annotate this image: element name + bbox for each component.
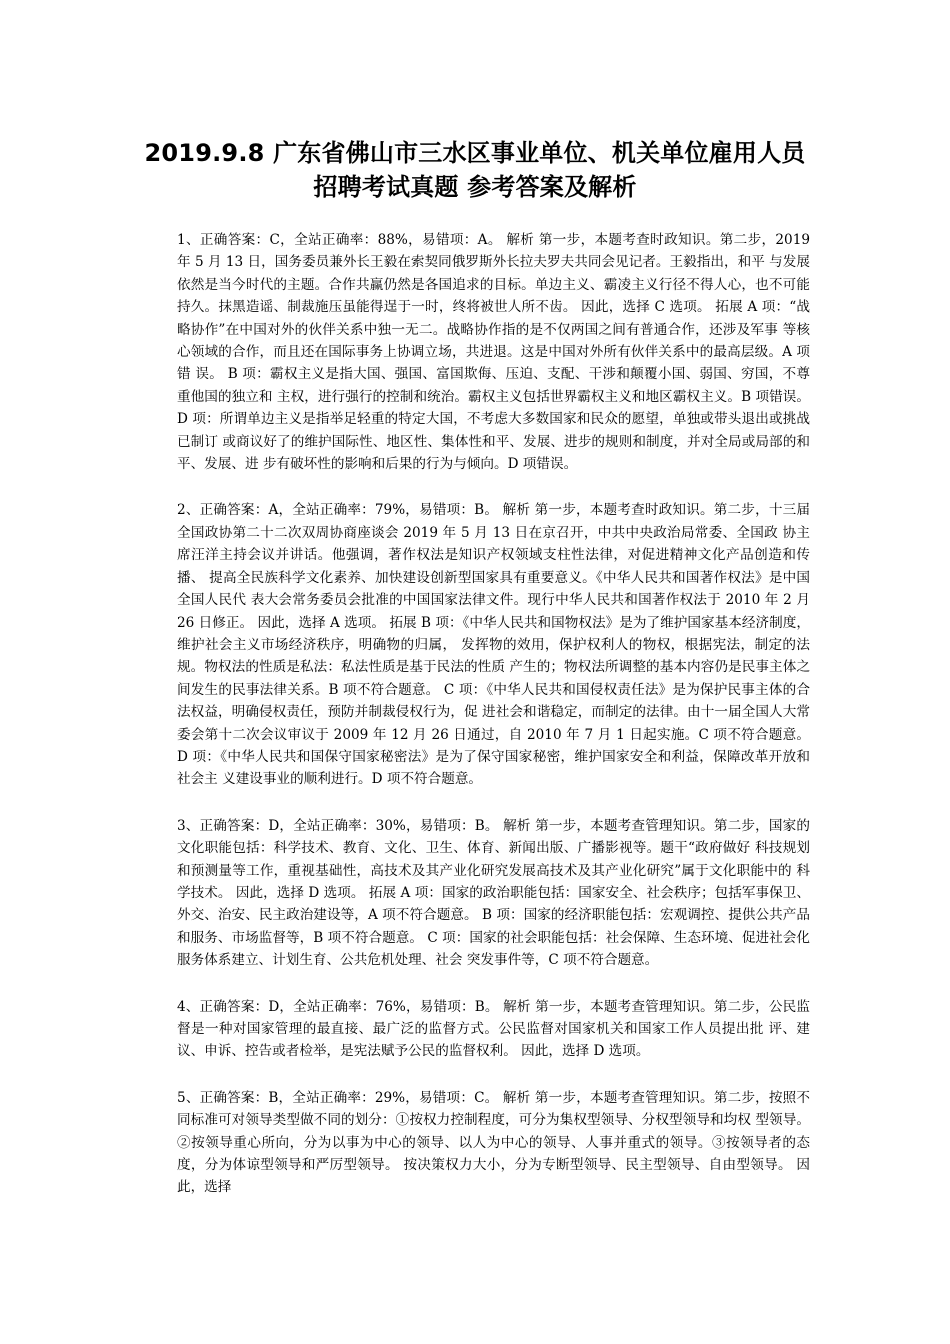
- answer-paragraph-3: 3、正确答案：D，全站正确率：30%，易错项：B。 解析 第一步，本题考查管理知识。第二步，国家的文化职能包括：科学技术、教育、文化、卫生、体育、新闻出版、广播影视等。题干“政府做好 科技规划和预测量等工作，重视基础性，高技术及其产业化研究发展高技术及其产业化研究”属于文化职能中的 科学技术。 因此，选择 D 选项。 拓展 A 项：国家的政治职能包括：国家安全、社会秩序；包括军事保卫、外交、治安、民主政治建设等，A 项不符合题意。 B 项：国家的经济职能包括：宏观调控、提供公共产品和服务、市场监督等，B 项不符合题意。 C 项：国家的社会职能包括：社会保障、生态环境、促进社会化服务体系建立、计划生育、公共危机处理、社会 突发事件等，C 项不符合题意。: [177, 817, 810, 969]
- answer-explanations: [177, 229, 810, 1223]
- title-line-1: 2019.9.8 广东省佛山市三水区事业单位、机关单位雇用人员: [144, 139, 806, 167]
- answer-paragraph-4: 4、正确答案：D，全站正确率：76%，易错项：B。 解析 第一步，本题考查管理知识。第二步，公民监督是一种对国家管理的最直接、最广泛的监督方式。公民监督对国家机关和国家工作人员提出批 评、建议、申诉、控告或者检举，是宪法赋予公民的监督权利。 因此，选择 D 选项。: [177, 998, 810, 1060]
- answer-paragraph-5: 5、正确答案：B，全站正确率：29%，易错项：C。 解析 第一步，本题考查管理知识。第二步，按照不同标准可对领导类型做不同的划分：①按权力控制程度，可分为集权型领导、分权型领导和均权 型领导。②按领导重心所向，分为以事为中心的领导、以人为中心的领导、人事并重式的领导。③按领导者的态 度，分为体谅型领导和严厉型领导。 按决策权力大小，分为专断型领导、民主型领导、自由型领导。 因此，选择: [177, 1089, 810, 1196]
- page-title: [120, 136, 830, 204]
- answer-paragraph-1: 1、正确答案：C，全站正确率：88%，易错项：A。 解析 第一步，本题考查时政知识。第二步，2019 年 5 月 13 日，国务委员兼外长王毅在索契同俄罗斯外长拉夫罗夫共同会见记者。王毅指出，和平 与发展依然是当今时代的主题。合作共赢仍然是各国追求的目标。单边主义、霸凌主义行径不得人心，也不可能 持久。抹黑造谣、制裁施压虽能得逞于一时，终将被世人所不齿。 因此，选择 C 选项。 拓展 A 项：“战略协作”在中国对外的伙伴关系中独一无二。战略协作指的是不仅两国之间有普通合作，还涉及军事 等核心领域的合作，而且还在国际事务上协调立场，共进退。这是中国对外所有伙伴关系中的最高层级。A 项错 误。 B 项：霸权主义是指大国、强国、富国欺侮、压迫、支配、干涉和颠覆小国、弱国、穷国，不尊重他国的独立和 主权，进行强行的控制和统治。霸权主义包括世界霸权主义和地区霸权主义。B 项错误。 D 项：所谓单边主义是指举足轻重的特定大国，不考虑大多数国家和民众的愿望，单独或带头退出或挑战已制订 或商议好了的维护国际性、地区性、集体性和平、发展、进步的规则和制度，并对全局或局部的和平、发展、进 步有破坏性的影响和后果的行为与倾向。D 项错误。: [177, 232, 810, 473]
- answer-paragraph-2: 2、正确答案：A，全站正确率：79%，易错项：B。 解析 第一步，本题考查时政知识。第二步，十三届全国政协第二十二次双周协商座谈会 2019 年 5 月 13 日在京召开，中共中央政治局常委、全国政 协主席汪洋主持会议并讲话。他强调，著作权法是知识产权领域支柱性法律，对促进精神文化产品创造和传播、 提高全民族科学文化素养、加快建设创新型国家具有重要意义。《中华人民共和国著作权法》是中国全国人民代 表大会常务委员会批准的中国国家法律文件。现行中华人民共和国著作权法于 2010 年 2 月 26 日修正。 因此，选择 A 选项。 拓展 B 项：《中华人民共和国物权法》是为了维护国家基本经济制度，维护社会主义市场经济秩序，明确物的归属， 发挥物的效用，保护权利人的物权，根据宪法，制定的法规。物权法的性质是私法：私法性质是基于民法的性质 产生的；物权法所调整的基本内容仍是民事主体之间发生的民事法律关系。B 项不符合题意。 C 项：《中华人民共和国侵权责任法》是为保护民事主体的合法权益，明确侵权责任，预防并制裁侵权行为，促 进社会和谐稳定，而制定的法律。由十一届全国人大常委会第十二次会议审议于 2009 年 12 月 26 日通过，自 2010 年 7 月 1 日起实施。C 项不符合题意。 D 项：《中华人民共和国保守国家秘密法》是为了保守国家秘密，维护国家安全和利益，保障改革开放和社会主 义建设事业的顺利进行。D 项不符合题意。: [177, 502, 810, 788]
- title-line-2: 招聘考试真题 参考答案及解析: [313, 173, 637, 201]
